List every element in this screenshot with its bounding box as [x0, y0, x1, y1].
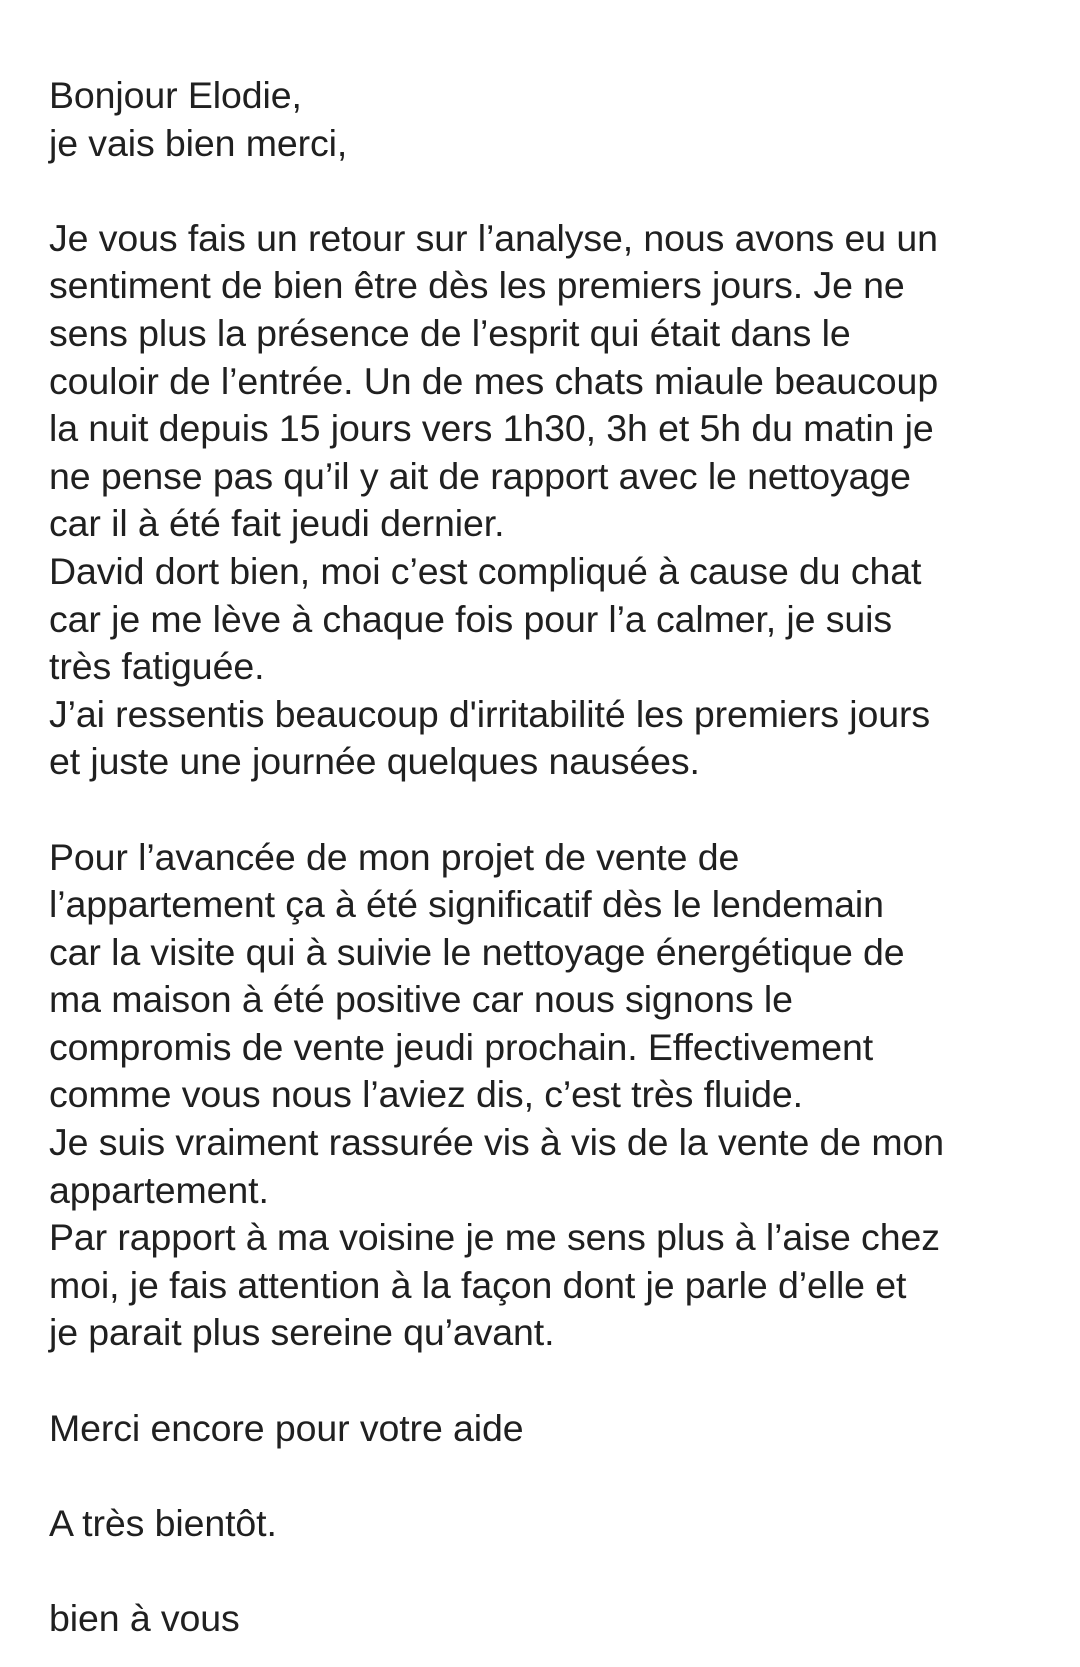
- paragraph-gap: [49, 1547, 1059, 1595]
- paragraph-line: car il à été fait jeudi dernier.: [49, 502, 505, 545]
- paragraph-gap: [49, 167, 1059, 215]
- paragraph-line: et juste une journée quelques nausées.: [49, 740, 700, 783]
- paragraph-gap: [49, 786, 1059, 834]
- paragraph-line: très fatiguée.: [49, 645, 265, 688]
- intro-line: je vais bien merci,: [49, 121, 348, 164]
- paragraph-line: J’ai ressentis beaucoup d'irritabilité les premiers jours: [49, 692, 931, 735]
- paragraph-line: sens plus la présence de l’esprit qui était dans le: [49, 311, 851, 354]
- paragraph-line: car je me lève à chaque fois pour l’a calmer, je suis: [49, 597, 893, 640]
- signoff-line: bien à vous: [49, 1597, 240, 1639]
- paragraph-feedback: [49, 215, 1059, 786]
- paragraph-line: je parait plus sereine qu’avant.: [49, 1311, 555, 1354]
- paragraph-line: David dort bien, moi c’est compliqué à cause du chat: [49, 549, 922, 592]
- paragraph-line: Pour l’avancée de mon projet de vente de: [49, 835, 740, 878]
- paragraph-gap: [49, 1357, 1059, 1405]
- paragraph-line: compromis de vente jeudi prochain. Effectivement: [49, 1025, 874, 1068]
- paragraph-line: moi, je fais attention à la façon dont je parle d’elle et: [49, 1263, 907, 1306]
- farewell-line: A très bientôt.: [49, 1501, 277, 1544]
- message-body: [49, 72, 1059, 1643]
- paragraph-line: Par rapport à ma voisine je me sens plus à l’aise chez: [49, 1216, 940, 1259]
- greeting-line: Bonjour Elodie,: [49, 74, 302, 116]
- paragraph-line: appartement.: [49, 1168, 269, 1211]
- paragraph-gap: [49, 1452, 1059, 1500]
- paragraph-line: ne pense pas qu’il y ait de rapport avec le nettoyage: [49, 454, 911, 497]
- paragraph-line: la nuit depuis 15 jours vers 1h30, 3h et 5h du matin je: [49, 407, 934, 450]
- paragraph-line: Je vous fais un retour sur l’analyse, nous avons eu un: [49, 216, 938, 259]
- paragraph-line: Je suis vraiment rassurée vis à vis de la vente de mon: [49, 1121, 945, 1164]
- thanks-line: Merci encore pour votre aide: [49, 1406, 524, 1449]
- paragraph-line: l’appartement ça à été significatif dès le lendemain: [49, 883, 884, 926]
- paragraph-line: comme vous nous l’aviez dis, c’est très fluide.: [49, 1073, 803, 1116]
- paragraph-line: car la visite qui à suivie le nettoyage énergétique de: [49, 930, 905, 973]
- paragraph-sale: [49, 834, 1059, 1358]
- paragraph-line: sentiment de bien être dès les premiers jours. Je ne: [49, 264, 905, 307]
- paragraph-line: ma maison à été positive car nous signons le: [49, 978, 793, 1021]
- paragraph-line: couloir de l’entrée. Un de mes chats miaule beaucoup: [49, 359, 939, 402]
